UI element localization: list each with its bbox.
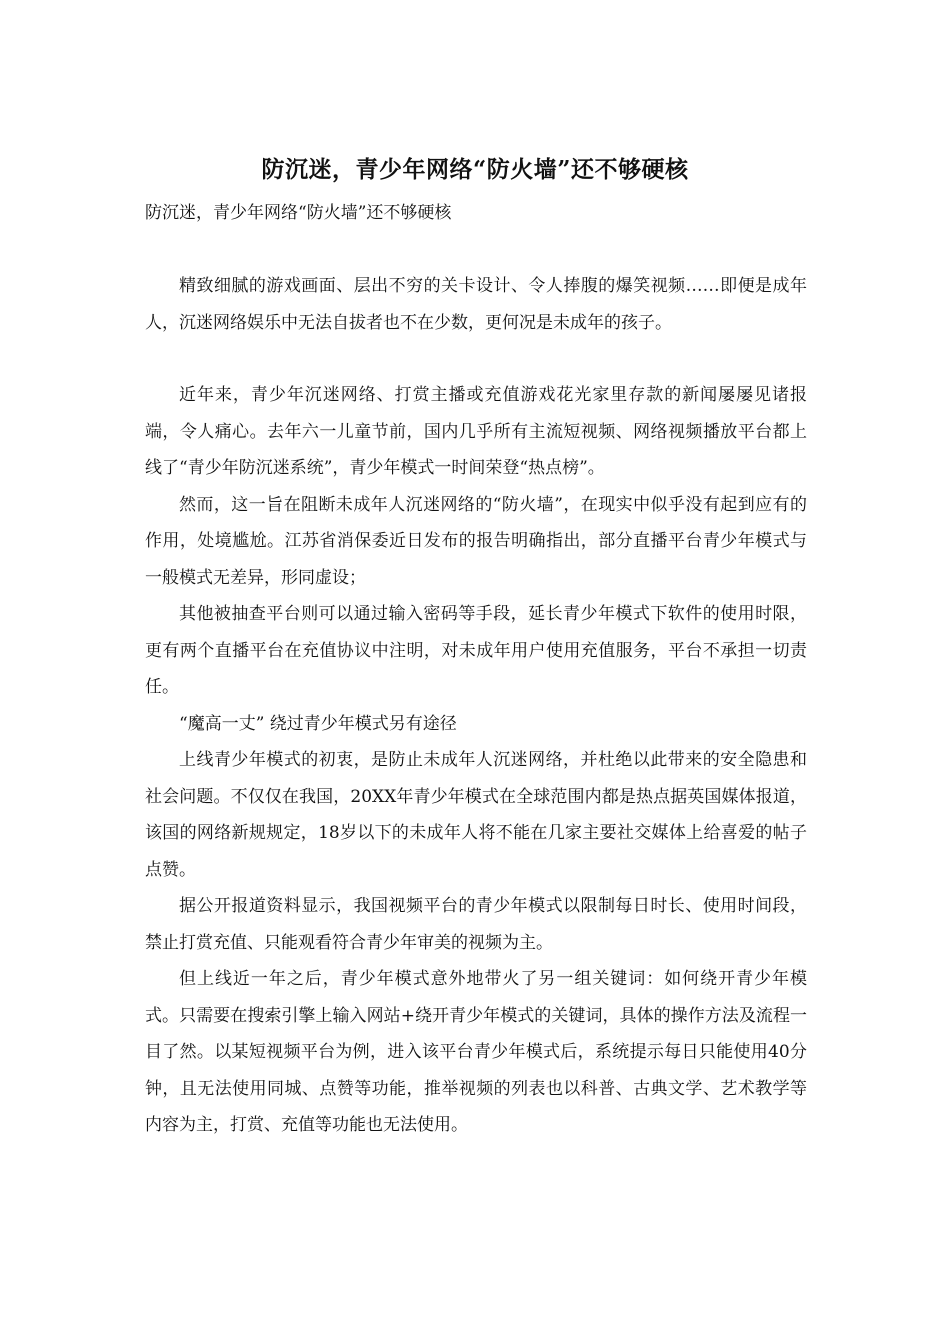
section-heading: “魔高一丈” 绕过青少年模式另有途径 [179,713,457,734]
paragraph-7: 但上线近一年之后，青少年模式意外地带火了另一组关键词：如何绕开青少年模式。只需要在搜索引擎上输入网站+绕开青少年模式的关键词，具体的操作方法及流程一目了然。以某短视频平台为例，进入该平台青少年模式后，系统提示每日只能使用40分钟，且无法使用同城、点赞等功能，推举视频的列表也以科普、古典文学、艺术教学等内容为主，打赏、充值等功能也无法使用。 [145,969,807,1135]
paragraph-5: 上线青少年模式的初衷，是防止未成年人沉迷网络，并杜绝以此带来的安全隐患和社会问题。不仅仅在我国，20XX年青少年模式在全球范围内都是热点据英国媒体报道，该国的网络新规规定，18岁以下的未成年人将不能在几家主要社交媒体上给喜爱的帖子点赞。 [145,750,807,880]
document-body [145,268,807,1144]
paragraph-6: 据公开报道资料显示，我国视频平台的青少年模式以限制每日时长、使用时间段，禁止打赏充值、只能观看符合青少年审美的视频为主。 [145,896,807,953]
paragraph-1: 精致细腻的游戏画面、层出不穷的关卡设计、令人捧腹的爆笑视频……即便是成年人，沉迷网络娱乐中无法自拔者也不在少数，更何况是未成年的孩子。 [145,276,807,333]
document-subtitle: 防沉迷，青少年网络“防火墙”还不够硬核 [145,203,452,223]
paragraph-4: 其他被抽查平台则可以通过输入密码等手段，延长青少年模式下软件的使用时限，更有两个直播平台在充值协议中注明，对未成年用户使用充值服务，平台不承担一切责任。 [145,604,807,697]
paragraph-3: 然而，这一旨在阻断未成年人沉迷网络的“防火墙”，在现实中似乎没有起到应有的作用，处境尴尬。江苏省消保委近日发布的报告明确指出，部分直播平台青少年模式与一般模式无差异，形同虚设； [145,494,807,588]
paragraph-2: 近年来，青少年沉迷网络、打赏主播或充值游戏花光家里存款的新闻屡屡见诸报端，令人痛心。去年六一儿童节前，国内几乎所有主流短视频、网络视频播放平台都上线了“青少年防沉迷系统”，青少年模式一时间荣登“热点榜”。 [145,385,807,478]
document-title: 防沉迷，青少年网络“防火墙”还不够硬核 [261,156,689,183]
